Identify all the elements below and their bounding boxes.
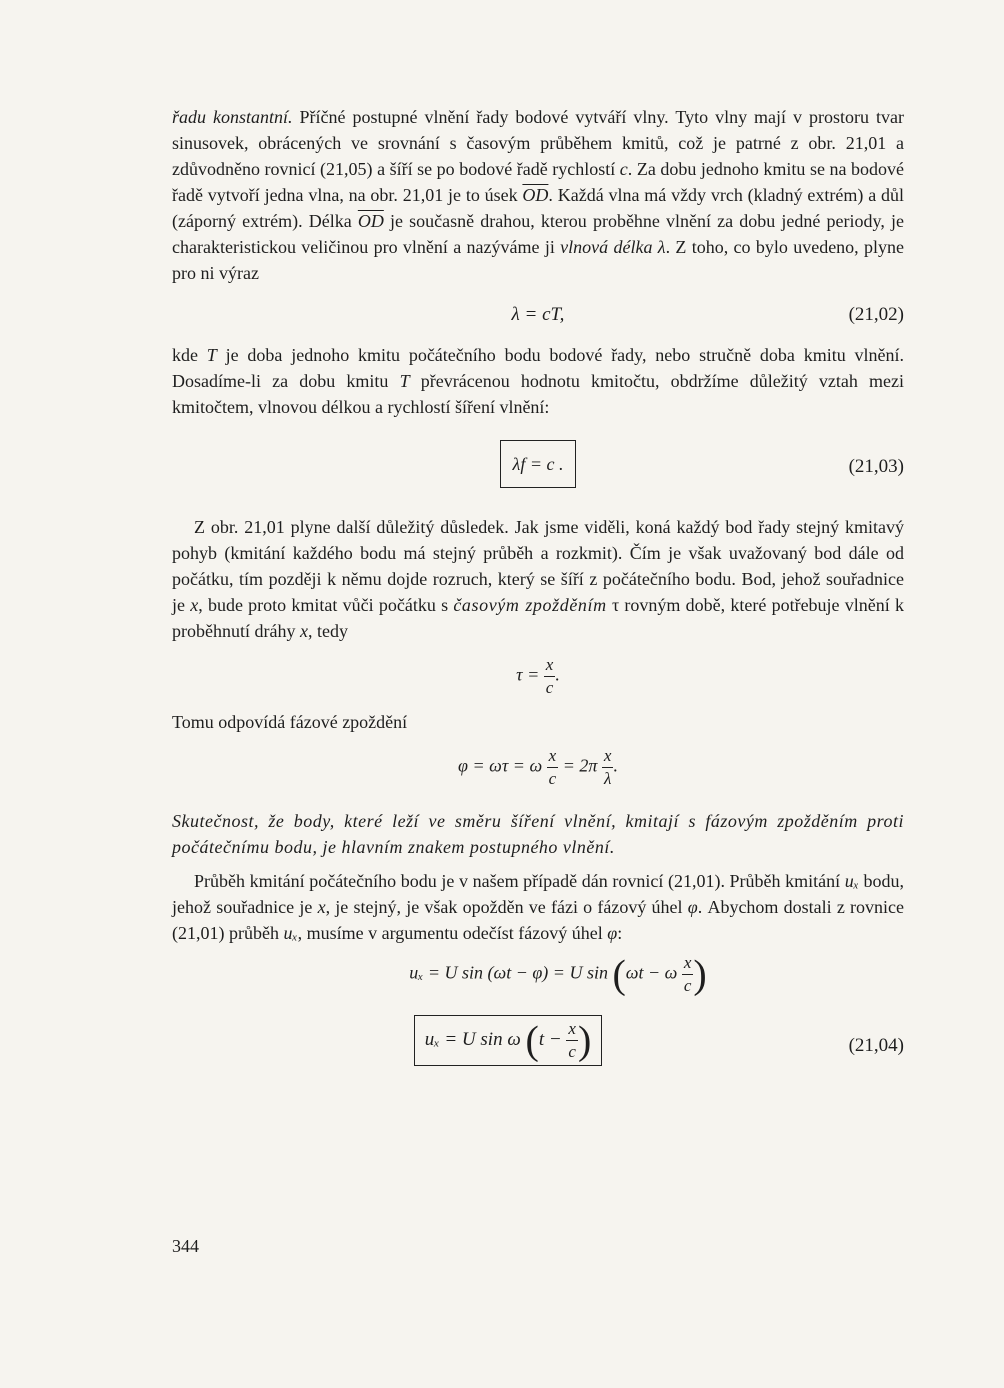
equation-number: (21,03) xyxy=(848,456,904,477)
equation-part: = 2π xyxy=(562,755,598,776)
fraction-numerator: x xyxy=(602,745,614,768)
equation-21-02 xyxy=(172,302,904,328)
fraction-denominator: c xyxy=(568,1042,576,1061)
segment-od: $\overline{OD}$ xyxy=(522,185,549,205)
equation-wrap xyxy=(172,1015,904,1066)
equation-tau xyxy=(172,654,904,699)
boxed-equation: λf = c . xyxy=(500,440,577,488)
fraction-numerator: x xyxy=(566,1018,578,1041)
paragraph-delay xyxy=(172,514,904,644)
boxed-equation xyxy=(414,1015,603,1066)
equation-part: uₓ = U sin (ωt − φ) = U sin xyxy=(409,962,608,983)
text-run: Průběh kmitání počátečního bodu je v našem případě dán rovnicí (21,01). Průběh kmitání xyxy=(194,871,845,891)
term-time-delay: časovým zpožděním xyxy=(453,595,607,615)
equation-part: ωt − ω xyxy=(625,962,678,983)
text-run: je doba jednoho kmitu počátečního bodu bodové řady, nebo stručně doba kmitu vlnění. Dosadíme-li za dobu kmitu xyxy=(172,345,904,391)
fraction-denominator: c xyxy=(683,976,692,995)
fraction-denominator: λ xyxy=(603,769,612,788)
equation-lhs: τ = xyxy=(516,664,540,685)
fraction xyxy=(566,1018,578,1063)
text-run: je současně drahou, kterou proběhne vlnění za dobu jedné periody, je charakteristickou veličinou pro vlnění a nazýváme ji xyxy=(172,211,904,257)
symbol-x: x xyxy=(190,595,199,615)
equation-number: (21,02) xyxy=(848,304,904,325)
equation-part: φ = ωτ = ω xyxy=(458,755,543,776)
symbol-ux: uₓ xyxy=(844,871,859,891)
symbol-ux: uₓ xyxy=(283,923,298,943)
paragraph-period xyxy=(172,342,904,420)
symbol-c: c xyxy=(619,159,628,179)
page-number: 344 xyxy=(172,1236,199,1256)
symbol-T: T xyxy=(399,371,410,391)
fraction xyxy=(602,745,614,790)
fraction-numerator: x xyxy=(682,952,694,975)
fraction-denominator: c xyxy=(545,678,554,697)
fraction xyxy=(544,654,556,699)
segment-od: $\overline{OD}$ xyxy=(357,211,384,231)
text-run: , tedy xyxy=(307,621,348,641)
equation-ux-expanded xyxy=(172,952,904,997)
text-italic: řadu konstantní. xyxy=(172,107,293,127)
paragraph-key-property: Skutečnost, že body, které leží ve směru šíření vlnění, kmitají s fázovým zpožděním proti počátečnímu bodu, je hlavním znakem postupného vlnění. xyxy=(172,811,904,857)
equation-number: (21,04) xyxy=(848,1035,904,1056)
equation-21-03 xyxy=(172,440,904,492)
paragraph-phase-intro: Tomu odpovídá fázové zpoždění xyxy=(172,712,408,732)
fraction-numerator: x xyxy=(544,654,556,677)
fraction-numerator: x xyxy=(547,745,559,768)
equation-part: uₓ = U sin ω xyxy=(424,1028,521,1050)
text-run: . Každá vlna má vždy vrch (kladný extrém) a důl (záporný extrém). Délka xyxy=(172,185,904,231)
symbol-phi: φ xyxy=(607,923,618,943)
text-run: , bude proto kmitat vůči počátku s xyxy=(198,595,454,615)
text-run: Příčné postupné vlnění řady bodové vytváří vlny. Tyto vlny mají v prostoru tvar sinusovek, obrácených ve srovnání s časovým průběhem kmitů, což je patrné z obr. 21,01 a zdůvodněno rovnicí (21,05) a šíří se po bodové řadě rychlostí xyxy=(172,107,904,179)
fraction xyxy=(682,952,694,997)
text-run: kde xyxy=(172,345,207,365)
symbol-phi: φ xyxy=(687,897,698,917)
paragraph-derivation xyxy=(172,868,904,946)
text-run: Z obr. 21,01 plyne další důležitý důsledek. Jak jsme viděli, koná každý bod řady stejný kmitavý pohyb (kmitání každého bodu má stejný průběh a rozkmit). Čím je však uvažovaný bod dále od počátku, tím později k němu dojde rozruch, který se šíří z počátečního bodu. Bod, jehož souřadnice je xyxy=(172,517,904,615)
text-run: τ rovným době, které potřebuje vlnění k proběhnutí dráhy xyxy=(172,595,904,641)
equation-body: λ = cT, xyxy=(511,304,565,325)
equation-21-04 xyxy=(172,1015,904,1077)
text-run: . Abychom dostali z rovnice (21,01) průběh xyxy=(172,897,905,943)
text-run: bodu, jehož souřadnice je xyxy=(172,871,904,917)
equation-phi xyxy=(172,745,904,790)
text-run: : xyxy=(617,923,623,943)
paren-close: ) xyxy=(693,951,707,997)
symbol-x: x xyxy=(299,621,308,641)
paren-close: ) xyxy=(577,1017,592,1063)
text-run: převrácenou hodnotu kmitočtu, obdržíme důležitý vztah mezi kmitočtem, vlnovou délkou a rychlostí šíření vlnění: xyxy=(172,371,905,417)
text-run: , je stejný, je však opožděn ve fázi o fázový úhel xyxy=(325,897,688,917)
paren-open: ( xyxy=(612,951,626,997)
text-column xyxy=(172,104,904,1077)
equation-end: . xyxy=(555,664,560,685)
equation-wrap xyxy=(172,440,904,488)
paren-open: ( xyxy=(525,1017,539,1063)
symbol-T: T xyxy=(206,345,217,365)
fraction-denominator: c xyxy=(548,769,557,788)
symbol-x: x xyxy=(317,897,326,917)
equation-end: . xyxy=(613,755,618,776)
paragraph-wavelength xyxy=(172,104,904,286)
text-run: . Z toho, co bylo uvedeno, plyne pro ni výraz xyxy=(172,237,904,283)
equation-part: t − xyxy=(538,1028,562,1050)
text-run: , musíme v argumentu odečíst fázový úhel xyxy=(297,923,608,943)
text-run: . Za dobu jednoho kmitu se na bodové řadě vytvoří jedna vlna, na obr. 21,01 je to úsek xyxy=(172,159,905,205)
fraction xyxy=(547,745,559,790)
term-wavelength: vlnová délka λ xyxy=(560,237,666,257)
